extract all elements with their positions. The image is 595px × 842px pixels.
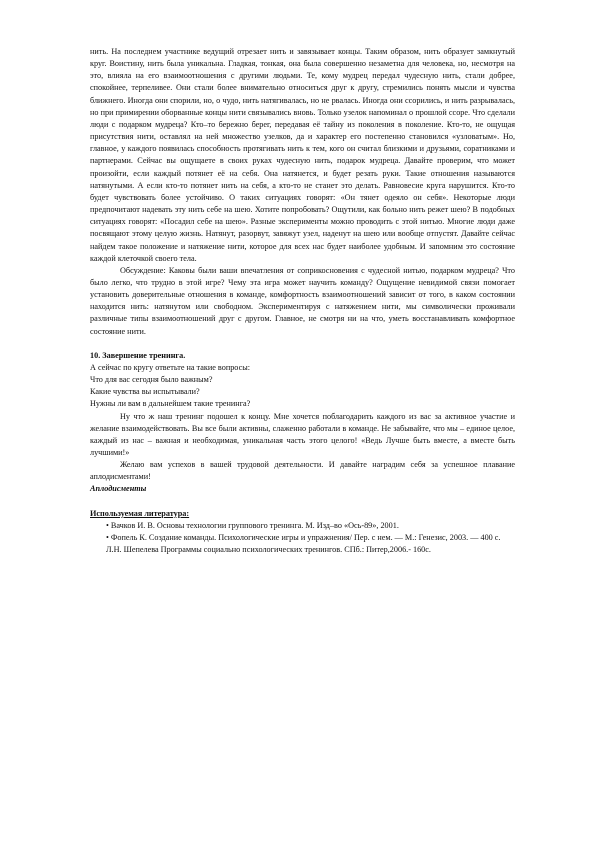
applause-note: Аплодисменты (90, 484, 147, 494)
closing-paragraph: Ну что ж наш тренинг подошел к концу. Мне хочется поблагодарить каждого из вас за активное участие и желание взаимодействовать. Вы все были активны, слаженно работали в команде. Не забывайте, что мы – единое целое, каждый из нас – важная и необходимая, уникальная часть этого целого! «Ведь Лучше быть вместе, а вместе быть лучшими!» (90, 411, 515, 457)
reference-item: • Фопель К. Создание команды. Психологические игры и упражнения/ Пер. с нем. — М.: Генезис, 2003. — 400 с. (106, 532, 501, 542)
reference-item: Л.Н. Шепелева Программы социально психологических тренингов. СПб.: Питер,2006.- 160с. (106, 545, 431, 555)
question-item: Что для вас сегодня было важным? (90, 375, 213, 385)
section-heading: 10. Завершение тренинга. (90, 350, 186, 360)
spacer (90, 496, 515, 508)
question-item: Какие чувства вы испытывали? (90, 387, 200, 397)
document-body (90, 46, 515, 556)
discussion-paragraph: Обсуждение: Каковы были ваши впечатления от соприкосновения с чудесной нитью, подарком мудреца? Что было легко, что трудно в этой игре? Чему эта игра может научить команду? Ощущение невидимой связи помогает установить доверительные отношения в команде, комфортность взаимоотношений зависит от того, в каком состоянии находится нить: натянутом или свободном. Экспериментируя с натяжением нити, мы символически проживали различные типы взаимоотношений друг с другом. Главное, не смотря ни на что, уметь восстанавливать комфортное состояние нити. (90, 265, 515, 336)
questions-lead: А сейчас по кругу ответьте на такие вопросы: (90, 362, 250, 372)
reference-item: • Вачков И. В. Основы технологии группового тренинга. М. Изд–во «Ось-89», 2001. (106, 520, 399, 530)
story-paragraph: нить. На последнем участнике ведущий отрезает нить и завязывает концы. Таким образом, нить образует замкнутый круг. Воистину, нить была уникальна. Гладкая, тонкая, она была совершенно незаметна для человека, но, несмотря на это, влияла на его взаимоотношения с другими людьми. Те, кому мудрец передал чудесную нить, стали добрее, спокойнее, терпеливее. Они стали более внимательно относиться друг к другу, стремились понять мысли и чувства ближнего. Иногда они спорили, но, о чудо, нить натягивалась, но не рвалась. Иногда они ссорились, и нить разрывалась, но при примирении оборванные концы нити связывались вновь. Только узелок напоминал о прошлой ссоре. Что сделали люди с подарком мудреца? Кто–то бережно берег, передавая её тайну из поколения в поколение. Кто-то, не ощущая присутствия нити, оставлял на ней множество узелков, да и характер его постепенно становился «узловатым». Но, главное, у каждого появилась способность протягивать нить к тем, кого он считал близкими и друзьями, соратниками и партнерами. Сейчас вы ощущаете в своих руках чудесную нить, подарок мудреца. Давайте проверим, что может произойти, если каждый потянет её на себя. Она натянется, и будет резать руки. Такие отношения называются натянутыми. А если кто-то потянет нить на себя, а кто-то не станет это делать. Равновесие круга нарушится. Кто-то будет чувствовать более устойчиво. О таких ситуациях говорят: «Он тянет одеяло он себя». Некоторые люди предпочитают надевать эту нить себе на шею. Хотите попробовать? Ощутили, как больно нить режет шею? В подобных ситуациях говорят: «Посадил себе на шею». Разные эксперименты можно проводить с этой нитью. Многие люди даже посвящают этому целую жизнь. Натянут, разорвут, завяжут узел, наденут на шею или вообще отпустят. Давайте сейчас найдем такое положение и натяжение нити, которое для всех нас будет наиболее удобным. И запомним это состояние каждой клеточкой своего тела. (90, 47, 515, 263)
spacer (90, 338, 515, 350)
closing-paragraph: Желаю вам успехов в вашей трудовой деятельности. И давайте наградим себя за успешное плавание аплодисментами! (90, 460, 515, 482)
question-item: Нужны ли вам в дальнейшем такие тренинга? (90, 399, 251, 409)
literature-title: Используемая литература: (90, 508, 190, 518)
